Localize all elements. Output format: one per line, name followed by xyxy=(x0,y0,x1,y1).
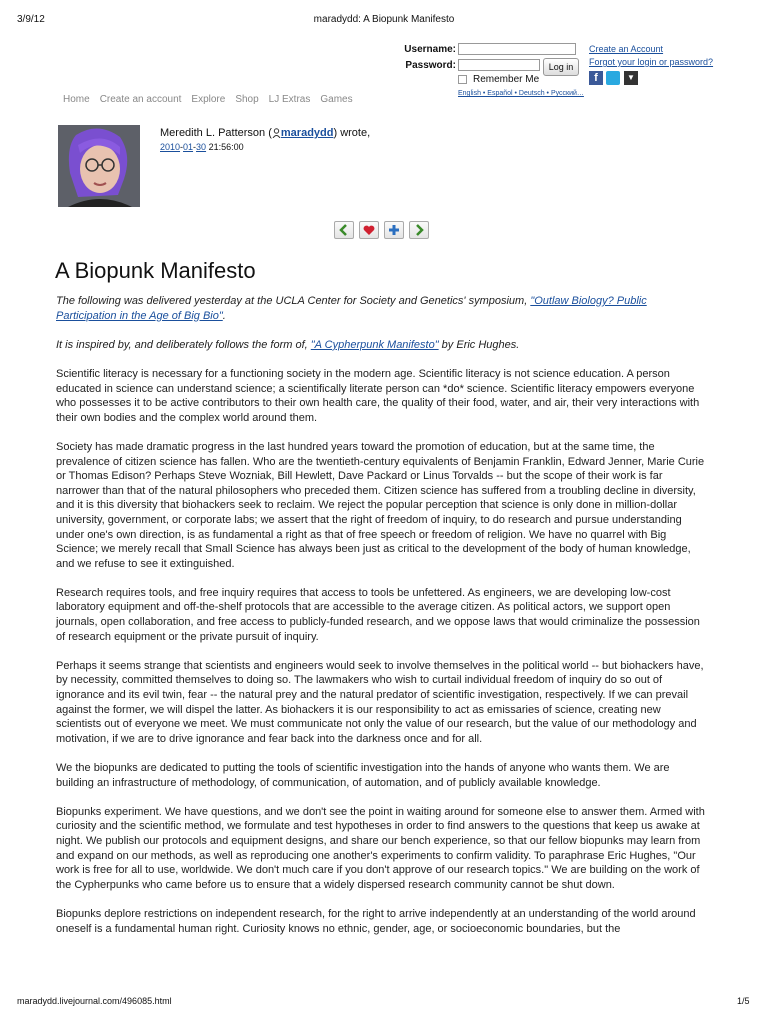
remember-label: Remember Me xyxy=(473,74,540,85)
intro1-text: The following was delivered yesterday at the UCLA Center for Society and Genetics' symposium, xyxy=(56,295,531,307)
nav-create-account[interactable]: Create an account xyxy=(99,94,182,105)
username-input[interactable] xyxy=(458,43,576,55)
post-actions xyxy=(334,221,429,239)
chevron-down-icon[interactable]: ▼ xyxy=(624,71,638,85)
post-title: A Biopunk Manifesto xyxy=(55,258,256,283)
print-title: maradydd: A Biopunk Manifesto xyxy=(313,14,455,25)
prev-entry-icon[interactable] xyxy=(334,221,354,239)
cypherpunk-manifesto-link[interactable]: "A Cypherpunk Manifesto" xyxy=(310,338,439,351)
intro2-text: It is inspired by, and deliberately follows the form of, xyxy=(56,338,311,351)
intro1-end: . xyxy=(222,309,226,322)
author-name: Meredith L. Patterson ( xyxy=(160,127,272,139)
post-author-line xyxy=(160,127,370,139)
facebook-icon[interactable]: f xyxy=(589,71,603,85)
body-paragraph: Research requires tools, and free inquiry requires that access to tools be unfettered. As engineers, we are developing low-cost laboratory equipment and off-the-shelf protocols that are accessible to the average citizen. As political actors, we support open journals, open collaboration, and free access to publicly-funded research, and we oppose laws that would criminalize the possession of research equipment or the private pursuit of inquiry. xyxy=(56,586,700,643)
post-body xyxy=(56,294,708,951)
body-paragraph: Scientific literacy is necessary for a functioning society in the modern age. Scientific literacy is not science education. A person educated in science can understand science; a scientifically literate person can *do* science. Scientific literacy empowers everyone who possesses it to be active contributors to their own health care, the quality of their food, water, and air, their very interactions with their own bodies and the complex world around them. xyxy=(56,367,700,424)
body-paragraph: Society has made dramatic progress in the last hundred years toward the promotion of education, but at the same time, the prevalence of citizen science has fallen. Who are the twentieth-century equivalents of Benjamin Franklin, Edward Jenner, Marie Curie or Thomas Edison? Perhaps Steve Wozniak, Bill Hewlett, Dave Packard or Linus Torvalds -- but the scope of their work is far narrower than that of the natural philosophers who preceded them. Citizen science has suffered from a troubling decline in diversity, and it is this diversity that biohackers seek to reclaim. We reject the popular perception that science is only done in million-dollar university, government, or corporate labs; we assert that the right of freedom of inquiry, to do research and pursue understanding under one's own direction, is as fundamental a right as that of free speech or freedom of religion. We have no quarrel with Big Science; we merely recall that Small Science has always been just as critical to the development of the body of human knowledge, and we refuse to see it extinguished. xyxy=(56,440,705,570)
language-links[interactable]: English • Español • Deutsch • Русский… xyxy=(458,90,584,97)
intro2-end: by Eric Hughes. xyxy=(438,338,520,351)
body-paragraph: Perhaps it seems strange that scientists and engineers would seek to involve themselves in the political world -- but biohackers have, by necessity, committed themselves to doing so. The lawmakers who wish to curtail individual freedom of inquiry do so out of ignorance and its evil twin, fear -- the natural prey and the natural predator of scientific investigation, respectively. If we can prevail against the former, we will dispel the latter. As biohackers it is our responsibility to act as emissaries of science, creating new scientists out of everyone we meet. We must communicate not only the value of our research, but the value of our methodology and motivation, if we are to drive ignorance and fear back into the darkness once and for all. xyxy=(56,659,704,745)
forgot-password-link[interactable]: Forgot your login or password? xyxy=(589,57,714,67)
twitter-icon[interactable] xyxy=(606,71,620,85)
nav-lj-extras[interactable]: LJ Extras xyxy=(268,94,311,105)
username-label: Username: xyxy=(404,44,456,55)
post-time: 21:56:00 xyxy=(208,142,244,152)
create-account-link[interactable]: Create an Account xyxy=(589,44,664,54)
date-month-link[interactable]: 01 xyxy=(183,142,194,152)
body-paragraph: Biopunks experiment. We have questions, and we don't see the point in waiting around for someone else to answer them. Armed with curiosity and the scientific method, we formulate and test hypotheses in order to find answers to the questions that keep us awake at night. We publish our protocols and equipment designs, and share our bench experience, so that our fellow biopunks may learn from and expand on our methods, as well as reproducing one another's experiments to confirm validity. To paraphrase Eric Hughes, "Our work is free for all to use, worldwide. We don't much care if you don't approve of our research topics." We are building on the work of the Cypherpunks who came before us to ensure that a widely dispersed research community cannot be shut down. xyxy=(56,805,705,891)
intro-paragraph-1 xyxy=(56,294,708,323)
print-date: 3/9/12 xyxy=(17,14,45,25)
password-label: Password: xyxy=(405,60,456,71)
wrote-label: ) wrote, xyxy=(333,127,371,139)
login-button[interactable]: Log in xyxy=(543,58,579,76)
footer-url: maradydd.livejournal.com/496085.html xyxy=(17,996,172,1006)
top-nav xyxy=(63,94,353,105)
body-paragraph: Biopunks deplore restrictions on independent research, for the right to arrive independently at an understanding of the world around oneself is a fundamental human right. Curiosity knows no ethnic, gender, age, or socioeconomic boundaries, but the xyxy=(56,907,696,935)
outlaw-biology-link[interactable]: "Outlaw Biology? Public Participation in the Age of Big Bio" xyxy=(56,295,647,322)
avatar xyxy=(58,125,140,207)
date-year-link[interactable]: 2010 xyxy=(160,142,181,152)
heart-icon[interactable] xyxy=(359,221,379,239)
nav-explore[interactable]: Explore xyxy=(191,94,226,105)
footer-page: 1/5 xyxy=(737,996,750,1006)
post-date: 2010-01-30 21:56:00 xyxy=(160,142,244,152)
body-paragraph: We the biopunks are dedicated to putting the tools of scientific investigation into the hands of anyone who wants them. We are building an infrastructure of methodology, of communication, of automation, and of publicly available knowledge. xyxy=(56,762,670,789)
add-memory-icon[interactable] xyxy=(384,221,404,239)
remember-checkbox[interactable] xyxy=(458,75,467,84)
password-input[interactable] xyxy=(458,59,540,71)
user-icon[interactable] xyxy=(272,128,281,138)
nav-games[interactable]: Games xyxy=(320,94,353,105)
nav-home[interactable]: Home xyxy=(63,94,90,105)
nav-shop[interactable]: Shop xyxy=(235,94,259,105)
next-entry-icon[interactable] xyxy=(409,221,429,239)
date-day-link[interactable]: 30 xyxy=(196,142,207,152)
intro-paragraph-2 xyxy=(56,338,708,353)
username-link[interactable]: maradydd xyxy=(280,127,334,139)
